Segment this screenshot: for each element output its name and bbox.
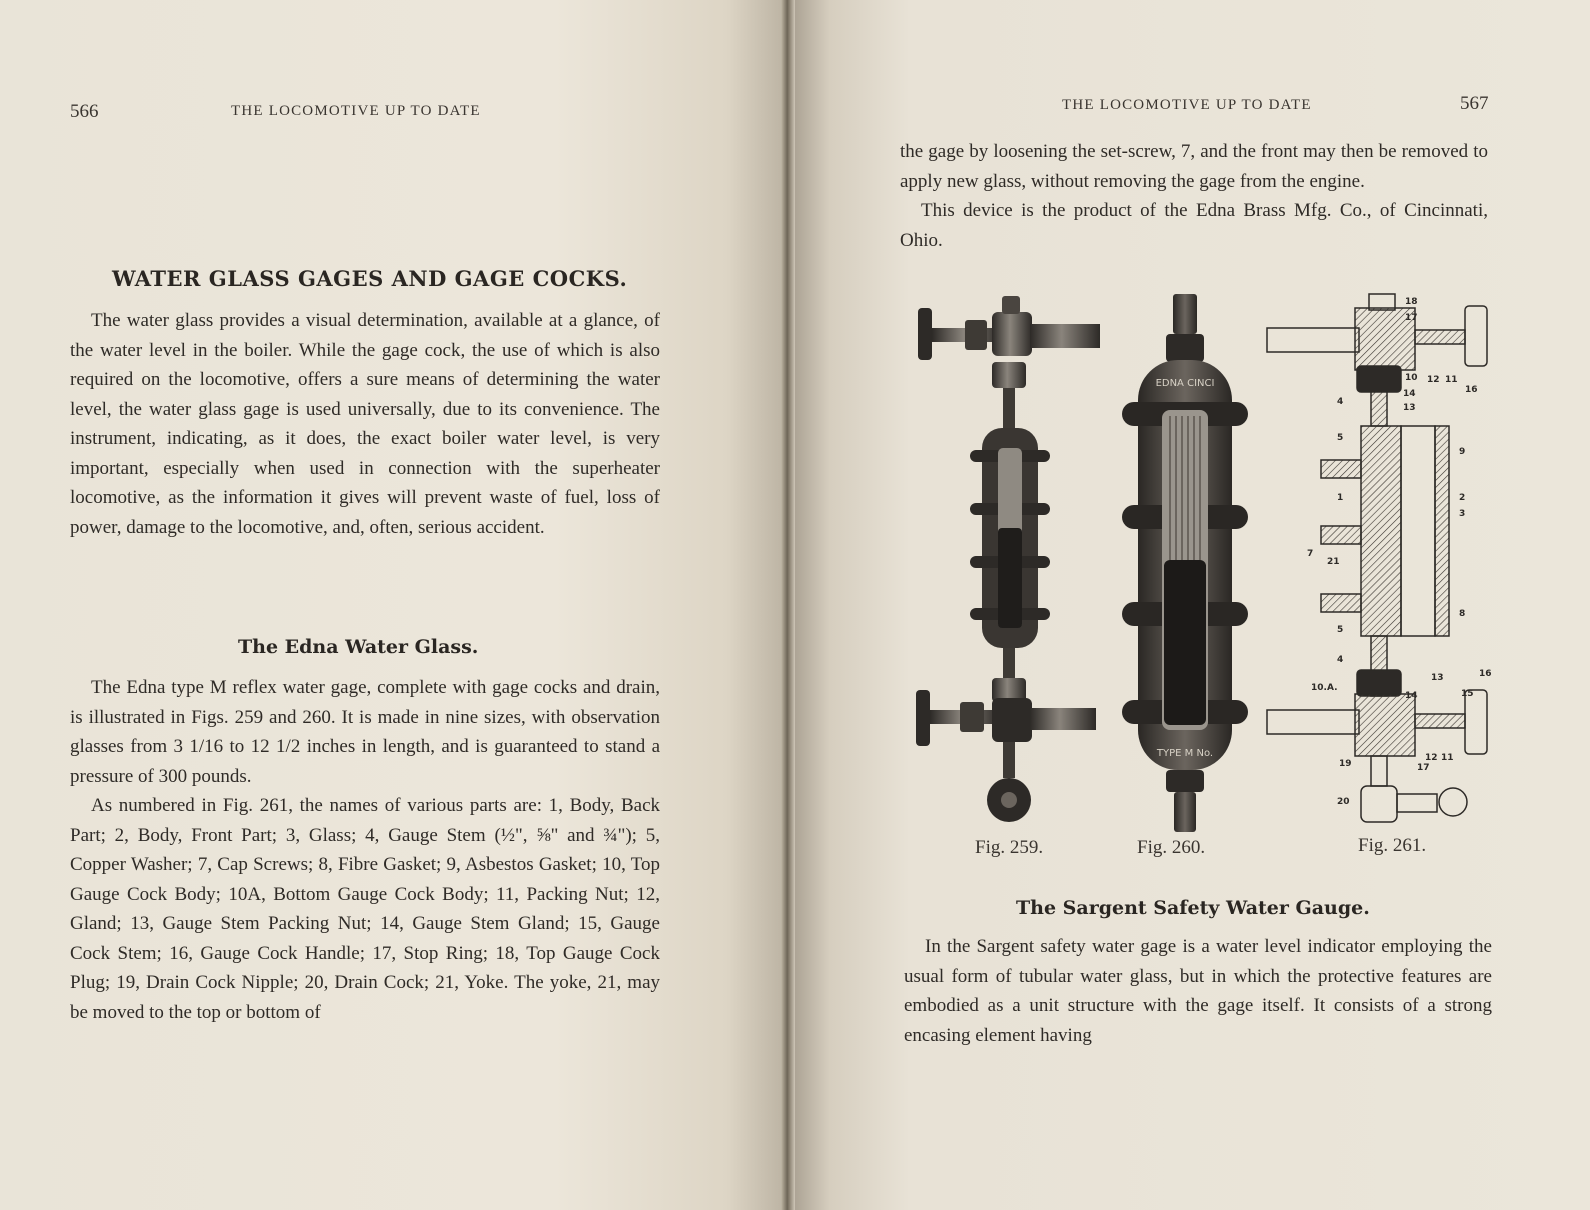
left-running-head: THE LOCOMOTIVE UP TO DATE — [231, 103, 481, 119]
fig-259-caption: Fig. 259. — [975, 837, 1044, 858]
fig261-top-shank — [1267, 328, 1359, 352]
fig261-label: 14 — [1405, 691, 1418, 701]
fig259-water-column — [998, 528, 1022, 628]
fig261-label: 7 — [1307, 549, 1314, 559]
fig-261-sectional-drawing — [1265, 290, 1500, 835]
fig261-drain-handle — [1439, 788, 1467, 816]
edna-paragraph-2: As numbered in Fig. 261, the names of various parts are: 1, Body, Back Part; 2, Body, Front Part; 3, Glass; 4, Gauge Stem (½", ⅝" and ¾"); 5, Copper Washer; 7, Cap Screws; 8, Fibre Gasket; 9, Asbestos Gasket; 10, Top Gauge Cock Body; 10A, Bottom Gauge Cock Body; 11, Packing Nut; 12, Gland; 13, Gauge Stem Packing Nut; 14, Gauge Stem Gland; 15, Gauge Cock Stem; 16, Gauge Cock Handle; 17, Stop Ring; 18, Top Gauge Cock Plug; 19, Drain Cock Nipple; 20, Drain Cock; 21, Yoke. The yoke, 21, may be moved to the top or bottom of — [70, 795, 660, 1023]
fig260-bottom-nut — [1166, 770, 1204, 792]
fig261-drain-stem — [1397, 794, 1437, 812]
fig259-top-handle — [918, 308, 932, 360]
fig261-label: 11 — [1445, 375, 1458, 385]
fig260-stamp-top: EDNA CINCI — [1155, 378, 1215, 389]
fig259-drain-stem — [1003, 742, 1015, 778]
fig261-label: 2 — [1459, 493, 1466, 503]
fig261-label: 20 — [1337, 797, 1350, 807]
sargent-text-block — [904, 932, 1492, 1050]
fig261-label: 5 — [1337, 433, 1344, 443]
sargent-section-heading: The Sargent Safety Water Gauge. — [1016, 897, 1370, 919]
fig259-lower-stem — [1003, 648, 1015, 678]
fig261-cap-screw-1 — [1321, 460, 1361, 478]
fig261-label: 19 — [1339, 759, 1352, 769]
fig261-bottom-handle — [1465, 690, 1487, 754]
fig260-water-column — [1164, 560, 1206, 725]
continued-text-block — [900, 137, 1488, 255]
fig261-label: 21 — [1327, 557, 1340, 567]
fig261-label: 10 — [1405, 373, 1418, 383]
fig261-label: 9 — [1459, 447, 1466, 457]
left-page-number: 566 — [70, 101, 99, 122]
fig-259-gage-illustration — [910, 290, 1110, 835]
edna-paragraph-1: The Edna type M reflex water gage, complete with gage cocks and drain, is illustrated in Figs. 259 and 260. It is made in nine sizes, with observation glasses from 3 1/16 to 12 1/2 inches in length, and is guaranteed to stand a pressure of 300 pounds. — [70, 677, 660, 787]
fig259-bottom-nut — [960, 702, 984, 732]
book-gutter — [781, 0, 795, 1210]
intro-text-block — [70, 306, 660, 542]
fig260-top-nut — [1166, 334, 1204, 362]
fig259-bottom-body — [992, 698, 1032, 742]
right-running-head: THE LOCOMOTIVE UP TO DATE — [1062, 97, 1312, 113]
fig261-label: 8 — [1459, 609, 1466, 619]
fig261-label: 5 — [1337, 625, 1344, 635]
fig259-upper-nut — [992, 362, 1026, 388]
fig261-label: 14 — [1403, 389, 1416, 399]
right-page-number: 567 — [1460, 93, 1489, 114]
sargent-paragraph: In the Sargent safety water gage is a water level indicator employing the usual form of tubular water glass, but in which the protective features are embodied as a unit structure with the gage itself. It consists of a strong encasing element having — [904, 936, 1492, 1046]
fig261-label: 16 — [1465, 385, 1478, 395]
fig259-bottom-shank — [1030, 708, 1096, 730]
fig261-label: 3 — [1459, 509, 1466, 519]
right-page — [790, 0, 1590, 1210]
fig260-top-fitting — [1173, 294, 1197, 334]
fig-261-caption: Fig. 261. — [1358, 835, 1427, 856]
fig261-bottom-body — [1355, 694, 1415, 756]
fig261-label: 4 — [1337, 397, 1344, 407]
fig259-bottom-handle — [916, 690, 930, 746]
fig261-top-handle — [1465, 306, 1487, 366]
left-page — [0, 0, 790, 1210]
fig261-label: 1 — [1337, 493, 1344, 503]
fig261-label: 17 — [1417, 763, 1430, 773]
intro-paragraph: The water glass provides a visual determination, available at a glance, of the water level in the boiler. While the gage cock, the use of which is also required on the locomotive, offers a sure means of determining the water level, the water glass gage is used universally, due to its convenience. The instrument, indicating, as it does, the exact boiler water level, is very important, especially when used in connection with the superheater locomotive, as the information it gives will prevent waste of fuel, loss of power, damage to the locomotive, and, often, serious accident. — [70, 310, 660, 538]
fig261-bottom-stem — [1415, 714, 1465, 728]
fig261-cap-screw-2 — [1321, 526, 1361, 544]
fig261-label: 12 — [1427, 375, 1440, 385]
fig261-drain-cock — [1361, 786, 1397, 822]
fig259-top-plug — [1002, 296, 1020, 314]
fig261-body-back — [1361, 426, 1401, 636]
fig261-body-front — [1435, 426, 1449, 636]
fig259-drain-hub — [1001, 792, 1017, 808]
continued-paragraph: the gage by loosening the set-screw, 7, and the front may then be removed to apply new glass, without removing the gage from the engine. — [900, 141, 1488, 192]
fig261-bottom-shank — [1267, 710, 1359, 734]
fig259-top-body — [992, 312, 1032, 356]
fig261-upper-packing-nut — [1357, 366, 1401, 392]
fig259-top-shank — [1030, 324, 1100, 348]
fig261-label: 13 — [1431, 673, 1444, 683]
fig261-label: 10.A. — [1311, 683, 1338, 693]
fig261-label: 16 — [1479, 669, 1492, 679]
fig259-top-nut — [965, 320, 987, 350]
fig261-label: 12 — [1425, 753, 1438, 763]
fig261-label: 18 — [1405, 297, 1418, 307]
fig261-drain-nipple — [1371, 756, 1387, 786]
fig-260-gage-front-illustration — [1118, 290, 1252, 835]
edna-text-block — [70, 673, 660, 1027]
fig261-lower-packing-nut — [1357, 670, 1401, 696]
fig260-bottom-fitting — [1174, 792, 1196, 832]
fig259-upper-stem — [1003, 388, 1015, 428]
main-heading: WATER GLASS GAGES AND GAGE COCKS. — [112, 266, 628, 291]
fig261-label: 17 — [1405, 313, 1418, 323]
fig260-stamp-bottom: TYPE M No. — [1156, 748, 1214, 759]
fig-260-caption: Fig. 260. — [1137, 837, 1206, 858]
edna-section-heading: The Edna Water Glass. — [238, 636, 479, 658]
fig261-top-stem — [1415, 330, 1465, 344]
fig261-label: 15 — [1461, 689, 1474, 699]
fig261-cap-screw-3 — [1321, 594, 1361, 612]
fig261-glass — [1401, 426, 1435, 636]
fig261-label: 4 — [1337, 655, 1344, 665]
product-paragraph: This device is the product of the Edna Brass Mfg. Co., of Cincinnati, Ohio. — [900, 200, 1488, 251]
fig261-label: 13 — [1403, 403, 1416, 413]
fig261-label: 11 — [1441, 753, 1454, 763]
